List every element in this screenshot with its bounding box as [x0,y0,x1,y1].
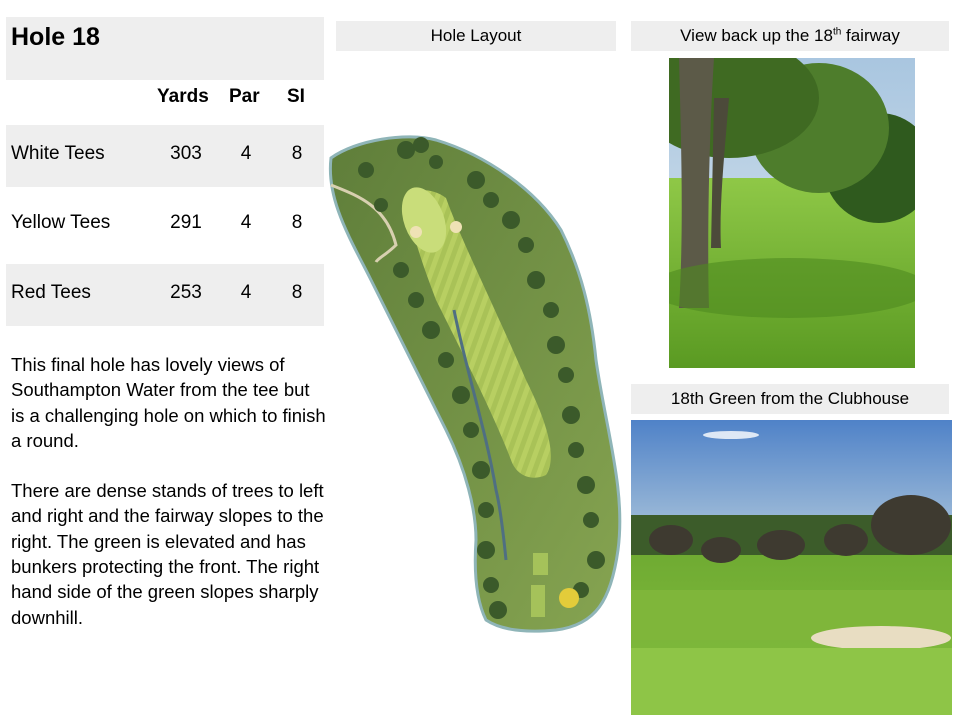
yards-value: 291 [170,212,202,233]
par-value: 4 [240,143,252,164]
yards-value: 253 [170,282,202,303]
hole-layout-map [326,130,626,635]
tee-label: Red Tees [11,282,91,303]
par-value: 4 [240,212,252,233]
par-value: 4 [240,282,252,303]
scorecard-row-yellow [6,194,324,256]
si-value: 8 [291,143,303,164]
tee-label: Yellow Tees [11,212,111,233]
description-paragraph-2: There are dense stands of trees to left and right and the fairway slopes to the right. The green is elevated and has bunkers protecting the front. The right hand side of the green slopes sharply downhill. [11,480,324,628]
fairway-caption-suffix: fairway [841,26,900,45]
scorecard-row-red [6,264,324,326]
title-box [6,17,324,80]
green-photo [631,420,952,715]
si-value: 8 [291,212,303,233]
description-paragraph-1: This final hole has lovely views of Southampton Water from the tee but is a challenging hole on which to finish a round. [11,354,326,451]
fairway-caption-text: View back up the 18 [680,26,833,45]
tee-label: White Tees [11,143,105,164]
si-value: 8 [291,282,303,303]
scorecard-row-white [6,125,324,187]
hole-description [11,352,326,655]
green-view-caption: 18th Green from the Clubhouse [631,384,949,414]
par-header: Par [229,86,260,107]
fairway-caption-ordinal: th [832,26,842,38]
fairway-view-caption [631,21,949,51]
si-header: SI [287,86,305,107]
yards-value: 303 [170,143,202,164]
hole-title: Hole 18 [11,23,100,51]
yards-header: Yards [157,86,209,107]
fairway-photo [669,58,915,368]
hole-layout-caption: Hole Layout [336,21,616,51]
